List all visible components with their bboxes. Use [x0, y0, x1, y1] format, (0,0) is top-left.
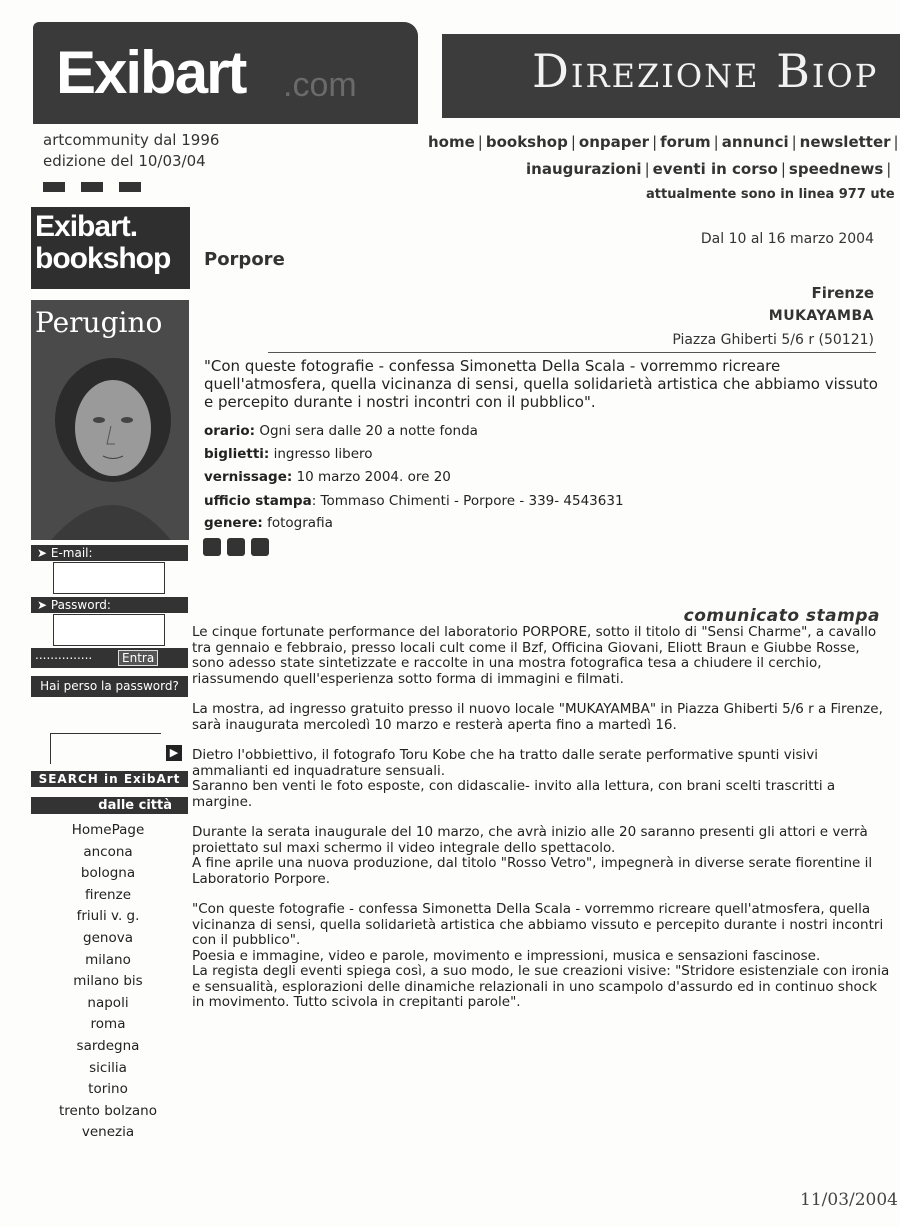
search-input[interactable]	[50, 733, 161, 764]
site-logo-suffix: .com	[283, 66, 357, 104]
city-link-milano-bis[interactable]: milano bis	[73, 973, 143, 990]
city-link-firenze[interactable]: firenze	[84, 886, 131, 903]
print-icon[interactable]	[203, 538, 221, 556]
email-field[interactable]	[53, 562, 165, 594]
top-nav: home | bookshop | onpaper | forum | annunci | newsletter |	[428, 133, 899, 151]
nav-bookshop[interactable]: bookshop	[485, 133, 568, 151]
city-link-bologna[interactable]: bologna	[80, 865, 136, 882]
tagline	[43, 130, 219, 172]
bookshop-banner[interactable]	[31, 207, 190, 289]
city-link-sardegna[interactable]: sardegna	[76, 1037, 140, 1054]
search-label: SEARCH in ExibArt	[31, 771, 188, 787]
nav-home[interactable]: home	[428, 133, 475, 151]
nav-annunci[interactable]: annunci	[721, 133, 789, 151]
event-dates: Dal 10 al 16 marzo 2004	[700, 231, 874, 247]
flag-icon[interactable]	[81, 182, 103, 192]
top-nav-secondary: inaugurazioni | eventi in corso | speednews |	[526, 160, 892, 178]
password-label: ➤ Password:	[31, 597, 188, 613]
press-paragraph: Le cinque fortunate performance del laboratorio PORPORE, sotto il titolo di "Sensi Charme", a cavallo tra gennaio e febbraio, presso locali cult come il Bzf, Officina Giovani, Eliott Braun e Giubbe Rosse, sono adesso state sintetizzate e raccolte in una mostra fotografica tesa a chiudere il cerchio, riassumendo quell'esperienza sotto forma di immagini e filmati.	[192, 624, 877, 687]
press-paragraph: A fine aprile una nuova produzione, dal titolo "Rosso Vetro", impegnerà in diverse serate fiorentine il Laboratorio Porpore.	[192, 855, 873, 887]
flag-icon[interactable]	[43, 182, 65, 192]
flag-icon[interactable]	[119, 182, 141, 192]
language-flags	[43, 177, 157, 196]
press-paragraph: Durante la serata inaugurale del 10 marzo, che avrà inizio alle 20 saranno presenti gli attori e verrà proiettato sul maxi schermo il video integrale dello spettacolo.	[192, 824, 868, 856]
info-genere: genere: fotografia	[204, 515, 333, 531]
portrait-image	[31, 340, 189, 540]
info-biglietti: biglietti: ingresso libero	[204, 446, 373, 462]
city-link-homepage[interactable]: HomePage	[71, 822, 145, 838]
password-field[interactable]	[53, 614, 165, 646]
nav-speednews[interactable]: speednews	[788, 160, 884, 178]
email-label: ➤ E-mail:	[31, 545, 188, 561]
press-release-heading: comunicato stampa	[683, 606, 880, 626]
tagline-community: artcommunity dal 1996	[43, 131, 220, 149]
dots: ...............	[35, 648, 93, 662]
city-link-friuli[interactable]: friuli v. g.	[76, 908, 140, 925]
event-city: Firenze	[811, 284, 874, 302]
tagline-edition: edizione del 10/03/04	[43, 152, 206, 170]
event-title: Porpore	[204, 249, 285, 270]
city-link-roma[interactable]: roma	[90, 1016, 126, 1033]
nav-newsletter[interactable]: newsletter	[799, 133, 891, 151]
nav-inaugurazioni[interactable]: inaugurazioni	[526, 160, 642, 178]
book-cover[interactable]	[31, 300, 189, 540]
nav-forum[interactable]: forum	[660, 133, 711, 151]
city-link-sicilia[interactable]: sicilia	[89, 1059, 127, 1076]
press-paragraph: Saranno ben venti le foto esposte, con didascalie- invito alla lettura, con brani scelti trascritti a margine.	[192, 778, 836, 810]
event-quote: "Con queste fotografie - confessa Simonetta Della Scala - vorremmo ricreare quell'atmosfera, quella vicinanza di sensi, quella solidarietà artistica che abbiamo vissuto e percepito durante i nostri incontri con il pubblico".	[204, 357, 878, 411]
info-orario: orario: Ogni sera dalle 20 a notte fonda	[204, 423, 478, 439]
press-paragraph: Poesia e immagine, video e parole, movimento e impressioni, musica e sensazioni fascinose.	[192, 947, 821, 964]
banner-text: Direzione Biop	[532, 44, 879, 98]
city-link-torino[interactable]: torino	[88, 1081, 128, 1098]
lost-password-link[interactable]: Hai perso la password?	[31, 676, 188, 697]
action-icons	[203, 538, 275, 560]
nav-onpaper[interactable]: onpaper	[578, 133, 650, 151]
press-paragraph: "Con queste fotografie - confessa Simonetta Della Scala - vorremmo ricreare quell'atmosfera, quella vicinanza di sensi, quella solidarietà artistica che abbiamo vissuto e percepito durante i nostri incontri con il pubblico".	[192, 901, 884, 948]
city-link-milano[interactable]: milano	[85, 951, 131, 968]
press-paragraph: La mostra, ad ingresso gratuito presso il nuovo locale "MUKAYAMBA" in Piazza Ghiberti 5/6 r a Firenze, sarà inaugurata mercoledì 10 marzo e resterà aperta fino a martedì 16.	[192, 701, 883, 733]
bookshop-line-2: bookshop	[35, 242, 171, 275]
login-row	[31, 648, 188, 668]
cities-header: dalle città	[31, 797, 188, 814]
city-link-venezia[interactable]: venezia	[81, 1124, 135, 1141]
divider	[268, 352, 876, 353]
bookshop-line-1: Exibart.	[35, 210, 138, 243]
press-release-body	[192, 625, 892, 1026]
site-logo[interactable]: Exibart	[56, 39, 246, 106]
online-users: attualmente sono in linea 977 ute	[646, 187, 895, 202]
event-address: Piazza Ghiberti 5/6 r (50121)	[672, 332, 874, 348]
city-link-napoli[interactable]: napoli	[87, 994, 129, 1011]
zoom-icon[interactable]	[227, 538, 245, 556]
info-vernissage: vernissage: 10 marzo 2004. ore 20	[204, 469, 451, 485]
calendar-icon[interactable]	[251, 538, 269, 556]
press-paragraph: Dietro l'obbiettivo, il fotografo Toru Kobe che ha tratto dalle serate performative spunti visivi ammalianti ed inquadrature sensuali.	[192, 747, 818, 779]
nav-eventi[interactable]: eventi in corso	[652, 160, 778, 178]
city-link-genova[interactable]: genova	[83, 929, 133, 946]
city-list	[40, 820, 176, 1144]
fax-date: 11/03/2004	[800, 1190, 898, 1210]
search-button[interactable]: ▶	[166, 745, 182, 761]
book-title: Perugino	[35, 306, 163, 339]
info-ufficio-stampa: ufficio stampa: Tommaso Chimenti - Porpore - 339- 4543631	[204, 493, 624, 509]
city-link-trento-bolzano[interactable]: trento bolzano	[58, 1102, 157, 1119]
event-venue: MUKAYAMBA	[768, 308, 874, 324]
press-paragraph: La regista degli eventi spiega così, a suo modo, le sue creazioni visive: "Stridore esistenziale con ironia e sensualità, esplorazioni delle dinamiche relazionali in uno scampolo d'assurdo ed in continuo shock in movimento. Tutto scivola in crepitanti parole".	[192, 963, 890, 1010]
city-link-ancona[interactable]: ancona	[83, 843, 133, 860]
login-button[interactable]: Entra	[118, 650, 158, 666]
